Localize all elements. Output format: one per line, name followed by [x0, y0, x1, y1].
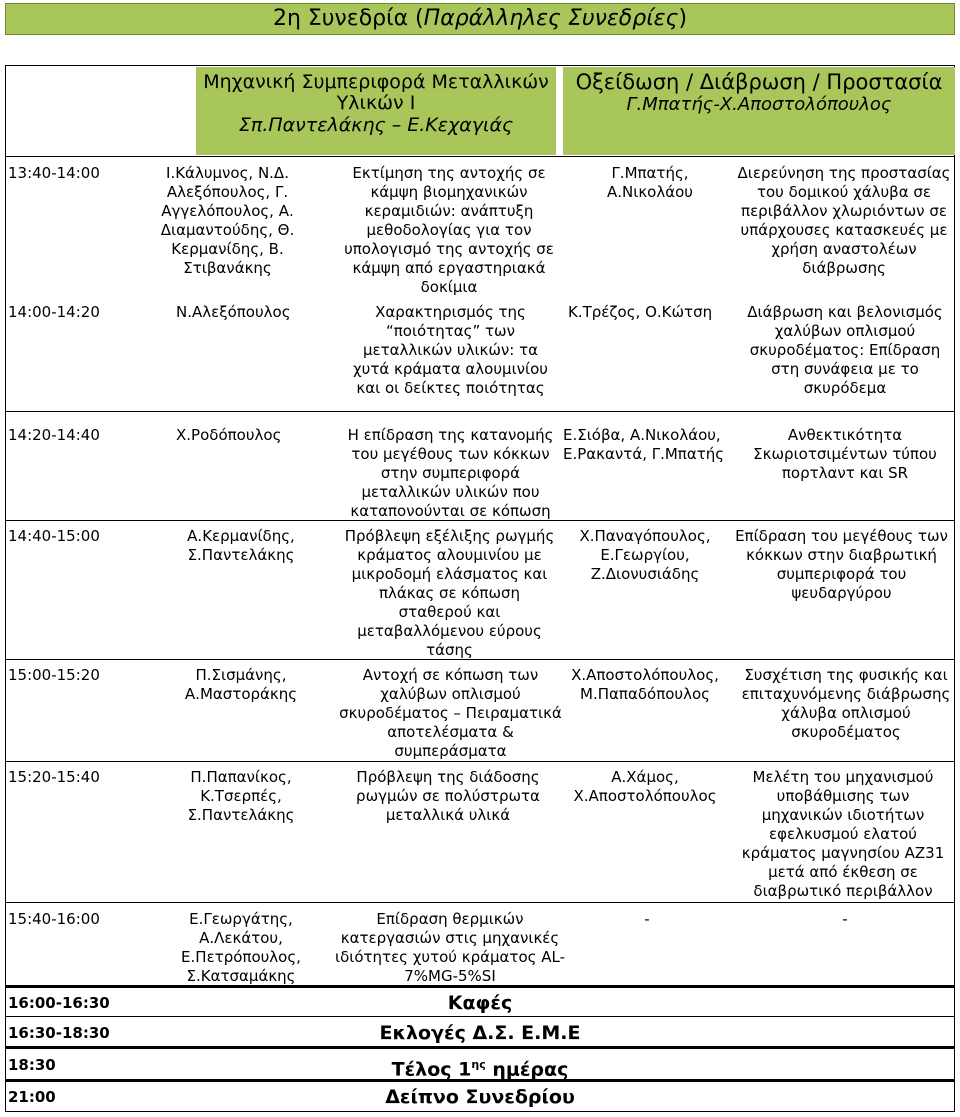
- row-time: 15:40-16:00: [8, 910, 100, 928]
- row-time: 14:40-15:00: [8, 527, 100, 545]
- left-paper-title: Πρόβλεψη της διάδοσης ρωγμών σε πολύστρωτα μεταλλικά υλικά: [356, 768, 540, 824]
- right-authors: Κ.Τρέζος, Ο.Κώτση: [568, 303, 713, 321]
- session-time: 16:00-16:30: [8, 994, 110, 1012]
- session-name: Εκλογές Δ.Σ. Ε.Μ.Ε: [379, 1022, 581, 1044]
- track-header-left: [196, 67, 556, 155]
- session-name: Καφές: [447, 992, 513, 1014]
- ordinal-suffix: ης: [471, 1058, 486, 1071]
- right-authors: Α.Χάμος, Χ.Αποστολόπουλος: [573, 768, 717, 805]
- left-authors: Π.Σισμάνης, Α.Μαστοράκης: [184, 666, 298, 703]
- track-chairs-left: Σπ.Παντελάκης – Ε.Κεχαγιάς: [238, 114, 514, 136]
- session-banner: [5, 3, 955, 35]
- right-authors: Χ.Αποστολόπουλος, Μ.Παπαδόπουλος: [571, 666, 719, 703]
- track-header-right: [563, 67, 955, 155]
- left-authors: Ε.Γεωργάτης, Α.Λεκάτου, Ε.Πετρόπουλος, Σ.Κατσαμάκης: [181, 910, 301, 985]
- session-time: 18:30: [8, 1056, 56, 1074]
- row-divider: [5, 1046, 955, 1049]
- right-paper-title: Επίδραση του μεγέθους των κόκκων στην διαβρωτική συμπεριφορά του ψευδαργύρου: [735, 527, 948, 602]
- left-authors: Α.Κερμανίδης, Σ.Παντελάκης: [187, 527, 295, 564]
- track-title-left: Μηχανική Συμπεριφορά Μεταλλικών Υλικών Ι: [203, 71, 549, 114]
- right-authors: Ε.Σιόβα, Α.Νικολάου, Ε.Ρακαντά, Γ.Μπατής: [563, 426, 725, 463]
- left-authors: Ι.Κάλυμνος, Ν.Δ. Αλεξόπουλος, Γ. Αγγελόπουλος, Α. Διαμαντούδης, Θ. Κερμανίδης, Β. Στιβανάκης: [160, 164, 295, 277]
- session-time: 21:00: [8, 1088, 56, 1106]
- row-divider: [5, 156, 955, 157]
- left-paper-title: Πρόβλεψη εξέλιξης ρωγμής κράματος αλουμινίου με μικροδομή ελάσματος και πλάκας σε κόπωση σταθερού και μεταβαλλόμενου εύρους τάσης: [344, 527, 555, 659]
- banner-suffix: ): [678, 6, 688, 31]
- right-authors: Χ.Παναγόπουλος, Ε.Γεωργίου, Ζ.Διονυσιάδης: [579, 527, 711, 583]
- track-title-right: Οξείδωση / Διάβρωση / Προστασία: [575, 70, 943, 94]
- session-name: Τέλος 1: [391, 1058, 472, 1081]
- right-paper-title: Διάβρωση και βελονισμός χαλύβων οπλισμού σκυροδέματος: Επίδραση στη συνάφεια με το σκυρόδεμα: [747, 303, 943, 397]
- left-paper-title: Η επίδραση της κατανομής του μεγέθους των κόκκων στην συμπεριφορά μεταλλικών υλικών που καταπονούνται σε κόπωση: [347, 426, 554, 520]
- session-name-suffix: ημέρας: [485, 1058, 569, 1081]
- right-authors: Γ.Μπατής, Α.Νικολάου: [607, 164, 693, 201]
- row-time: 15:20-15:40: [8, 768, 100, 786]
- right-paper-title: Μελέτη του μηχανισμού υποβάθμισης των μηχανικών ιδιοτήτων εφελκυσμού ελατού κράματος μαγνησίου AZ31 μετά από έκθεση σε διαβρωτικό περιβάλλον: [741, 768, 945, 900]
- right-paper-title: -: [842, 910, 848, 928]
- session-time: 16:30-18:30: [8, 1024, 110, 1042]
- left-paper-title: Επίδραση θερμικών κατεργασιών στις μηχανικές ιδιότητες χυτού κράματος AL-7%MG-5%SI: [335, 910, 565, 985]
- session-name: Δείπνο Συνεδρίου: [385, 1086, 575, 1108]
- row-time: 14:20-14:40: [8, 426, 100, 444]
- left-authors: Χ.Ροδόπουλος: [176, 426, 282, 444]
- right-paper-title: Ανθεκτικότητα Σκωριοτσιμέντων τύπου πορτλαντ και SR: [753, 426, 937, 482]
- left-paper-title: Χαρακτηρισμός της “ποιότητας” των μεταλλικών υλικών: τα χυτά κράματα αλουμινίου και οι δείκτες ποιότητας: [353, 303, 548, 397]
- row-divider: [5, 411, 955, 412]
- left-authors: Π.Παπανίκος, Κ.Τσερπές, Σ.Παντελάκης: [187, 768, 295, 824]
- right-authors: -: [644, 910, 650, 928]
- right-paper-title: Συσχέτιση της φυσικής και επιταχυνόμενης διάβρωσης χάλυβα οπλισμού σκυροδέματος: [741, 666, 951, 741]
- row-time: 13:40-14:00: [8, 164, 100, 182]
- left-authors: Ν.Αλεξόπουλος: [176, 303, 291, 321]
- row-divider: [5, 1016, 955, 1017]
- left-paper-title: Αντοχή σε κόπωση των χαλύβων οπλισμού σκυροδέματος – Πειραματικά αποτελέσματα & συμπεράσματα: [339, 666, 562, 760]
- right-paper-title: Διερεύνηση της προστασίας του δομικού χάλυβα σε περιβάλλον χλωριόντων σε υπάρχουσες κατασκευές με χρήση αναστολέων διάβρωσης: [737, 164, 951, 277]
- row-time: 14:00-14:20: [8, 303, 100, 321]
- session-name-end-day: [5, 1054, 955, 1080]
- track-chairs-right: Γ.Μπατής-Χ.Αποστολόπουλος: [626, 94, 892, 115]
- banner-italic: Παράλληλες Συνεδρίες: [423, 6, 679, 31]
- row-divider: [5, 761, 955, 762]
- row-divider: [5, 902, 955, 903]
- row-time: 15:00-15:20: [8, 666, 100, 684]
- banner-prefix: 2η Συνεδρία (: [272, 6, 424, 31]
- left-paper-title: Εκτίμηση της αντοχής σε κάμψη βιομηχανικών κεραμιδιών: ανάπτυξη μεθοδολογίας για τον υπολογισμό της αντοχής σε κάμψη από εργαστηριακά δοκίμια: [344, 164, 554, 296]
